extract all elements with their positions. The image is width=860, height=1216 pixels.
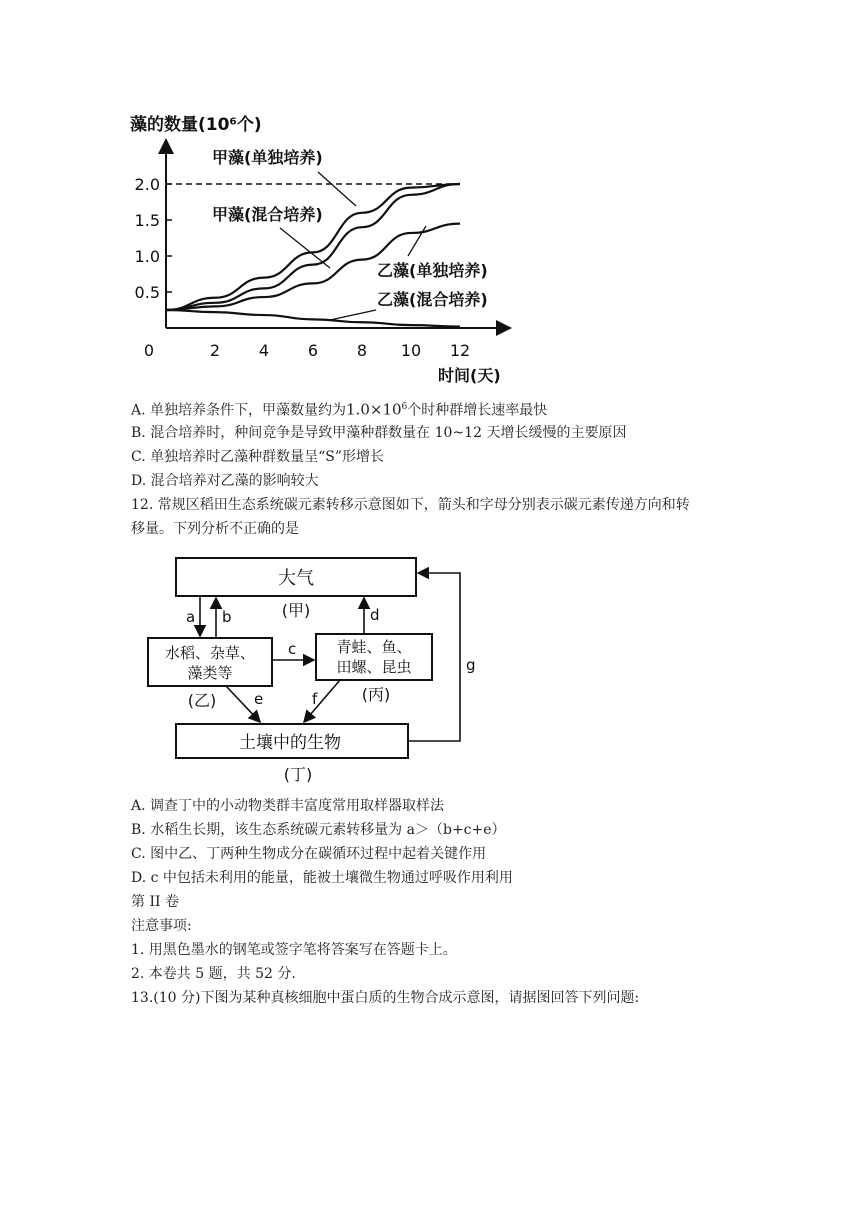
x-tick-label-6: 12 bbox=[449, 341, 471, 360]
x-tick-label-4: 8 bbox=[356, 341, 368, 360]
label-a: a bbox=[186, 608, 196, 626]
y-tick-label-1: 1.0 bbox=[134, 247, 160, 266]
leader-jia-mixed bbox=[280, 228, 330, 268]
q11-option-b: B. 混合培养时，种间竞争是导致甲藻种群数量在 10~12 天增长缓慢的主要原因 bbox=[131, 425, 627, 441]
q11-option-d: D. 混合培养对乙藻的影响较大 bbox=[131, 473, 319, 489]
x-axis-label: 时间(天) bbox=[438, 366, 501, 385]
q12-option-d: D. c 中包括未利用的能量，能被土壤微生物通过呼吸作用利用 bbox=[131, 870, 513, 886]
q11-option-c: C. 单独培养时乙藻种群数量呈“S”形增长 bbox=[131, 449, 385, 465]
producers-line2: 藻类等 bbox=[187, 664, 233, 682]
leader-yi-mixed bbox=[330, 310, 376, 320]
y-tick-label-2: 1.5 bbox=[134, 211, 160, 230]
x-tick-label-2: 4 bbox=[258, 341, 270, 360]
label-g: g bbox=[466, 656, 476, 674]
part2-title: 第 II 卷 bbox=[131, 894, 179, 910]
label-yi-mixed: 乙藻(混合培养) bbox=[377, 290, 488, 309]
label-yi-alone: 乙藻(单独培养) bbox=[377, 261, 488, 280]
label-d: d bbox=[370, 606, 380, 624]
consumers-line2: 田螺、昆虫 bbox=[336, 658, 412, 676]
consumers-tag: (丙) bbox=[361, 685, 391, 704]
atmosphere-tag: (甲) bbox=[281, 601, 311, 620]
q12-option-a: A. 调查丁中的小动物类群丰富度常用取样器取样法 bbox=[131, 798, 445, 814]
x-tick-label-3: 6 bbox=[307, 341, 319, 360]
leader-jia-alone bbox=[318, 172, 356, 206]
arrow-f bbox=[304, 680, 340, 722]
leader-yi-alone bbox=[408, 226, 426, 256]
x-tick-label-5: 10 bbox=[400, 341, 422, 360]
series-line-3 bbox=[166, 310, 460, 327]
x-tick-label-1: 2 bbox=[209, 341, 221, 360]
part2-notice: 注意事项: bbox=[131, 918, 192, 934]
question-13: 13.(10 分)下图为某种真核细胞中蛋白质的生物合成示意图，请据图回答下列问题: bbox=[131, 990, 640, 1006]
q12-option-c: C. 图中乙、丁两种生物成分在碳循环过程中起着关键作用 bbox=[131, 846, 487, 862]
producers-line1: 水稻、杂草、 bbox=[164, 644, 256, 662]
q12-stem-line1: 12. 常规区稻田生态系统碳元素转移示意图如下，箭头和字母分别表示碳元素传递方向和转 bbox=[131, 497, 690, 513]
q12-stem-line2: 移量。下列分析不正确的是 bbox=[131, 521, 299, 537]
q11-option-a: A. 单独培养条件下，甲藻数量约为$1.0\times 10^6$个时种群增长速率最快 bbox=[131, 400, 548, 419]
label-e: e bbox=[254, 690, 264, 708]
x-tick-label-0: 0 bbox=[143, 341, 155, 360]
q12-option-b: B. 水稻生长期，该生态系统碳元素转移量为 a＞（b+c+e） bbox=[131, 822, 506, 838]
math-exponent: 6 bbox=[401, 402, 408, 412]
part2-note-2: 2. 本卷共 5 题，共 52 分. bbox=[131, 966, 296, 982]
label-jia-alone: 甲藻(单独培养) bbox=[212, 148, 323, 167]
producers-tag: (乙) bbox=[187, 691, 217, 710]
y-tick-label-0: 0.5 bbox=[134, 283, 160, 302]
label-b: b bbox=[222, 608, 232, 626]
y-tick-label-3: 2.0 bbox=[134, 175, 160, 194]
y-axis-label: 藻的数量(10⁶个) bbox=[130, 115, 262, 135]
soil-tag: (丁) bbox=[283, 765, 313, 784]
arrow-g bbox=[408, 573, 460, 741]
part2-note-1: 1. 用黑色墨水的钢笔或签字笔将答案写在答题卡上。 bbox=[131, 942, 457, 958]
consumers-line1: 青蛙、鱼、 bbox=[336, 638, 412, 656]
carbon-transfer-diagram bbox=[140, 548, 480, 788]
label-jia-mixed: 甲藻(混合培养) bbox=[212, 205, 323, 224]
algae-population-chart bbox=[130, 100, 530, 390]
label-c: c bbox=[288, 640, 297, 658]
atmosphere-label: 大气 bbox=[278, 568, 314, 589]
label-f: f bbox=[312, 690, 318, 708]
math-value: 1.0×10 bbox=[346, 400, 402, 419]
soil-label: 土壤中的生物 bbox=[239, 733, 341, 753]
